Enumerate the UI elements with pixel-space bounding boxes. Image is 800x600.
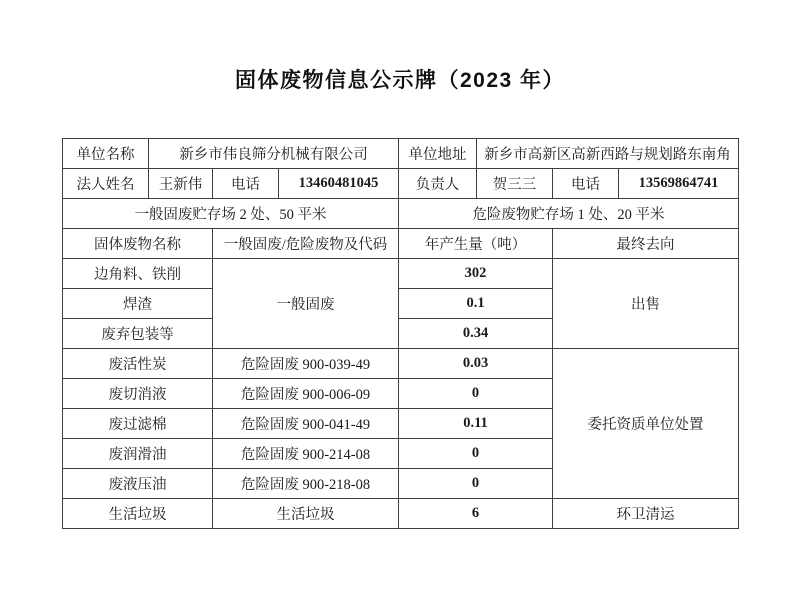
phone2-value: 13569864741 <box>619 169 739 199</box>
waste-category: 一般固废 <box>213 259 399 349</box>
waste-name: 废弃包装等 <box>63 319 213 349</box>
legal-person-label: 法人姓名 <box>63 169 149 199</box>
waste-amount: 6 <box>399 499 553 529</box>
col-header-waste-amount: 年产生量（吨） <box>399 229 553 259</box>
phone1-label: 电话 <box>213 169 279 199</box>
row-unit-info <box>63 139 739 169</box>
row-storage <box>63 199 739 229</box>
col-header-waste-category: 一般固废/危险废物及代码 <box>213 229 399 259</box>
waste-name: 废液压油 <box>63 469 213 499</box>
waste-name: 废润滑油 <box>63 439 213 469</box>
waste-category: 危险固废 900-006-09 <box>213 379 399 409</box>
unit-address-value: 新乡市高新区高新西路与规划路东南角 <box>477 139 739 169</box>
waste-category: 危险固废 900-039-49 <box>213 349 399 379</box>
general-storage-info: 一般固废贮存场 2 处、50 平米 <box>63 199 399 229</box>
waste-row <box>63 259 739 289</box>
unit-name-value: 新乡市伟良筛分机械有限公司 <box>149 139 399 169</box>
col-header-waste-destination: 最终去向 <box>553 229 739 259</box>
waste-category: 生活垃圾 <box>213 499 399 529</box>
hazardous-storage-info: 危险废物贮存场 1 处、20 平米 <box>399 199 739 229</box>
waste-name: 焊渣 <box>63 289 213 319</box>
manager-value: 贺三三 <box>477 169 553 199</box>
page-title: 固体废物信息公示牌（2023 年） <box>234 69 566 92</box>
waste-amount: 0.11 <box>399 409 553 439</box>
manager-label: 负责人 <box>399 169 477 199</box>
waste-destination: 委托资质单位处置 <box>553 349 739 499</box>
row-contacts <box>63 169 739 199</box>
unit-name-label: 单位名称 <box>63 139 149 169</box>
waste-category: 危险固废 900-214-08 <box>213 439 399 469</box>
waste-amount: 302 <box>399 259 553 289</box>
waste-destination: 出售 <box>553 259 739 349</box>
waste-name: 生活垃圾 <box>63 499 213 529</box>
waste-row <box>63 499 739 529</box>
waste-amount: 0.1 <box>399 289 553 319</box>
waste-category: 危险固废 900-218-08 <box>213 469 399 499</box>
waste-name: 废切消液 <box>63 379 213 409</box>
waste-row <box>63 349 739 379</box>
waste-amount: 0 <box>399 469 553 499</box>
waste-amount: 0.34 <box>399 319 553 349</box>
waste-name: 边角料、铁削 <box>63 259 213 289</box>
waste-amount: 0 <box>399 439 553 469</box>
solid-waste-info-table <box>62 138 739 529</box>
waste-name: 废过滤棉 <box>63 409 213 439</box>
waste-category: 危险固废 900-041-49 <box>213 409 399 439</box>
waste-name: 废活性炭 <box>63 349 213 379</box>
phone1-value: 13460481045 <box>279 169 399 199</box>
col-header-waste-name: 固体废物名称 <box>63 229 213 259</box>
waste-amount: 0 <box>399 379 553 409</box>
legal-person-value: 王新伟 <box>149 169 213 199</box>
unit-address-label: 单位地址 <box>399 139 477 169</box>
waste-destination: 环卫清运 <box>553 499 739 529</box>
row-waste-header <box>63 229 739 259</box>
waste-amount: 0.03 <box>399 349 553 379</box>
phone2-label: 电话 <box>553 169 619 199</box>
